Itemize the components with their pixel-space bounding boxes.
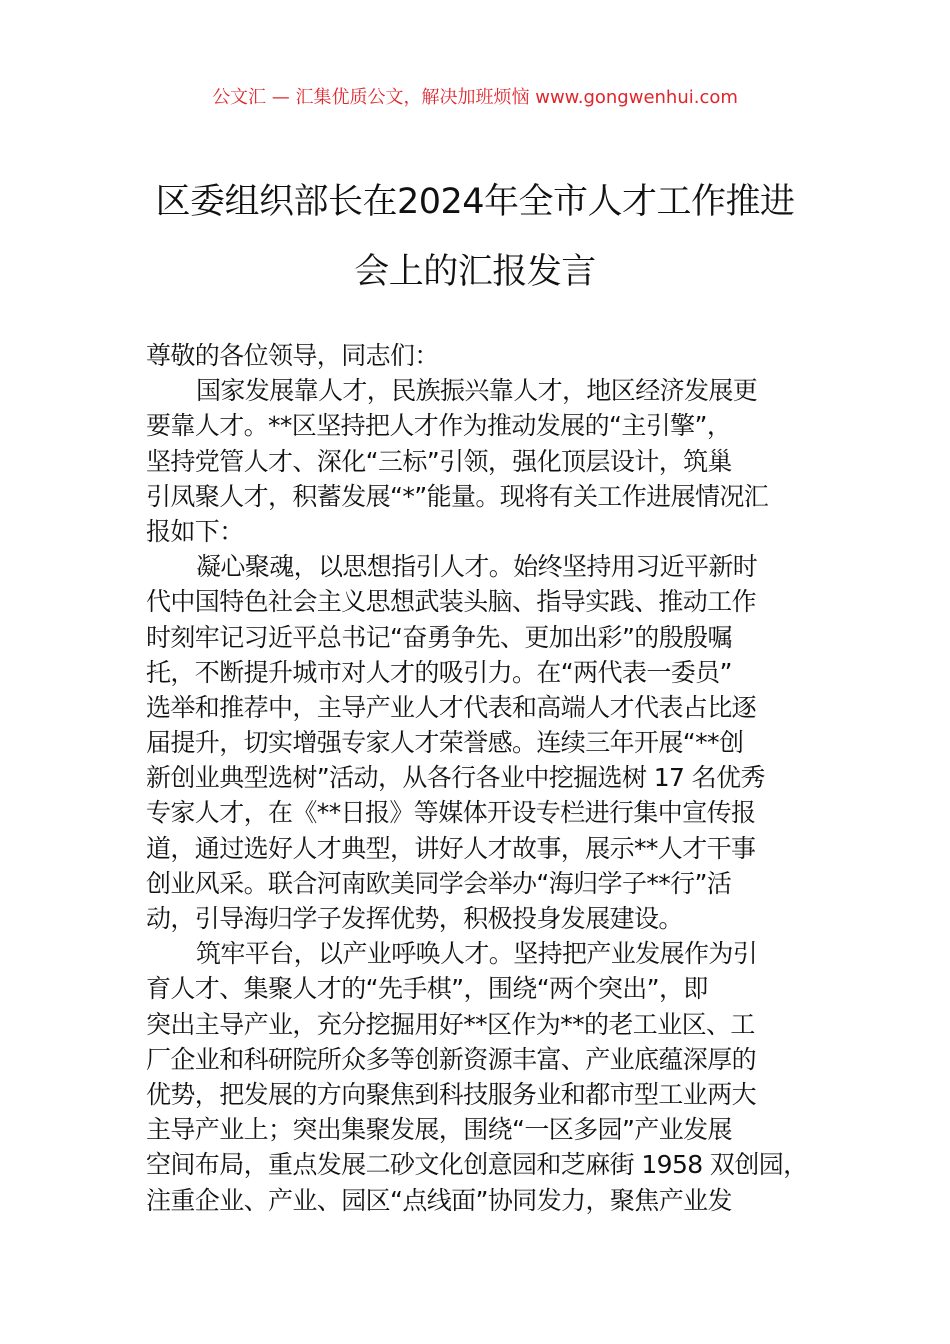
document-title-line-1: 区委组织部长在2024年全市人才工作推进 bbox=[155, 182, 795, 222]
text-line: 选举和推荐中，主导产业人才代表和高端人才代表占比逐 bbox=[146, 692, 757, 722]
text-line: 注重企业、产业、园区“点线面”协同发力，聚焦产业发 bbox=[146, 1185, 732, 1215]
text-line: 筑牢平台，以产业呼唤人才。坚持把产业发展作为引 bbox=[196, 939, 758, 969]
text-line: 专家人才，在《**日报》等媒体开设专栏进行集中宣传报 bbox=[146, 798, 756, 828]
text-line: 引凤聚人才，积蓄发展“*”能量。现将有关工作进展情况汇 bbox=[146, 481, 769, 511]
document-title-line-2: 会上的汇报发言 bbox=[354, 252, 596, 292]
text-line: 代中国特色社会主义思想武装头脑、指导实践、推动工作 bbox=[146, 587, 757, 617]
text-line: 凝心聚魂，以思想指引人才。始终坚持用习近平新时 bbox=[196, 552, 758, 582]
text-line: 道，通过选好人才典型，讲好人才故事，展示**人才干事 bbox=[146, 833, 756, 863]
text-line: 育人才、集聚人才的“先手棋”，围绕“两个突出”，即 bbox=[146, 974, 708, 1004]
text-line: 空间布局，重点发展二砂文化创意园和芝麻街 1958 双创园， bbox=[146, 1150, 808, 1180]
text-line: 厂企业和科研院所众多等创新资源丰富、产业底蕴深厚的 bbox=[146, 1044, 757, 1074]
text-line: 突出主导产业，充分挖掘用好**区作为**的老工业区、工 bbox=[146, 1009, 755, 1039]
text-line: 动，引导海归学子发挥优势，积极投身发展建设。 bbox=[146, 904, 683, 933]
text-line: 国家发展靠人才，民族振兴靠人才，地区经济发展更 bbox=[196, 376, 758, 406]
text-line: 创业风采。联合河南欧美同学会举办“海归学子**行”活 bbox=[146, 868, 732, 898]
paragraph-platform bbox=[146, 936, 836, 1218]
text-line: 主导产业上；突出集聚发展，围绕“一区多园”产业发展 bbox=[146, 1115, 732, 1145]
document-body bbox=[146, 338, 836, 1218]
text-line: 新创业典型选树”活动，从各行各业中挖掘选树 17 名优秀 bbox=[146, 763, 765, 793]
text-line: 届提升，切实增强专家人才荣誉感。连续三年开展“**创 bbox=[146, 728, 744, 758]
header-banner: 公文汇 — 汇集优质公文，解决加班烦恼 www.gongwenhui.com bbox=[212, 87, 738, 108]
text-line: 报如下： bbox=[146, 516, 244, 546]
text-line: 托，不断提升城市对人才的吸引力。在“两代表一委员” bbox=[146, 657, 732, 687]
salutation: 尊敬的各位领导，同志们： bbox=[146, 341, 439, 370]
text-line: 坚持党管人才、深化“三标”引领，强化顶层设计，筑巢 bbox=[146, 446, 732, 476]
text-line: 要靠人才。**区坚持把人才作为推动发展的“主引擎”， bbox=[146, 411, 732, 441]
text-line: 时刻牢记习近平总书记“奋勇争先、更加出彩”的殷殷嘱 bbox=[146, 622, 732, 652]
text-line: 优势，把发展的方向聚焦到科技服务业和都市型工业两大 bbox=[146, 1079, 757, 1109]
paragraph-ideology bbox=[146, 549, 836, 936]
paragraph-intro bbox=[146, 373, 836, 549]
